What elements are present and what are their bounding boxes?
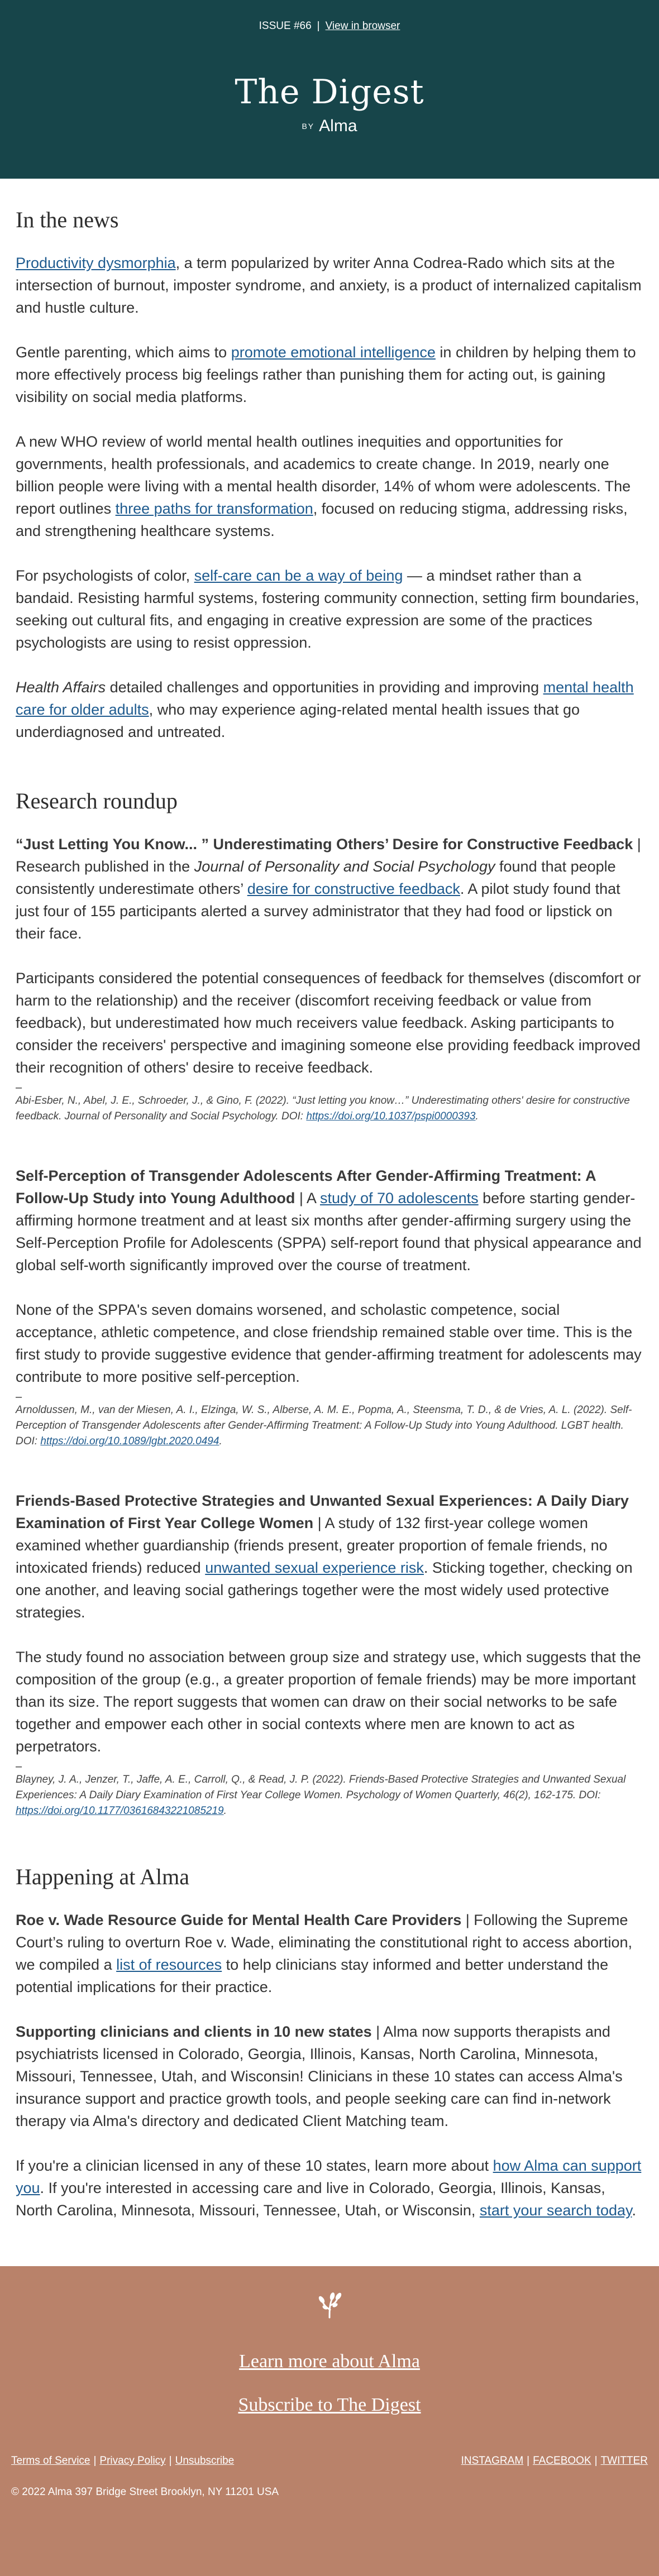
alma-support-link[interactable]: how Alma can support you <box>16 2157 642 2196</box>
alma-item-1: Roe v. Wade Resource Guide for Mental Health Care Providers | Following the Supreme Court’s ruling to overturn Roe v. Wade, eliminating the constitutional right to access abortion, we compiled a list of resources to help clinicians stay informed and better understand the potential implications for their practice. <box>16 1912 633 1995</box>
start-search-link[interactable]: start your search today <box>479 2202 632 2219</box>
alma-item-2: Supporting clinicians and clients in 10 new states | Alma now supports therapists and psychiatrists licensed in Colorado, Georgia, Illinois, Kansas, North Carolina, Minnesota, Missouri, Tennessee, Utah, and Wisconsin! Clinicians in these 10 states can access Alma's insurance support and practice growth tools, and people seeking care can find in-network therapy via Alma's directory and dedicated Client Matching team. <box>16 2023 623 2129</box>
alma-section-title: Happening at Alma <box>16 1864 190 1889</box>
company-address: © 2022 Alma 397 Bridge Street Brooklyn, NY 11201 USA <box>11 2486 279 2498</box>
issue-separator: | <box>317 20 320 32</box>
seventy-adolescents-link[interactable]: study of 70 adolescents <box>319 1190 479 1206</box>
older-adults-link[interactable]: mental health care for older adults <box>16 679 634 718</box>
citation-3: Blayney, J. A., Jenzer, T., Jaffe, A. E., Carroll, Q., & Read, J. P. (2022). Friends-Based Protective Strategies and Unwanted Sexual Experiences: A Daily Diary Examination of First Year College Women. Psychology of Women Quarterly, 46(2), 162-175. DOI: https://doi.org/10.1177/03616843221085219. <box>16 1774 626 1817</box>
legal-row <box>0 2455 659 2467</box>
research-item-2-detail: None of the SPPA's seven domains worsened, and scholastic competence, social acceptance, athletic competence, and close friendship remained stable over time. This is the first study to provide suggestive evidence that gender-affirming treatment for adolescents may contribute to more positive self-perception. <box>16 1301 642 1385</box>
alma-sprig-icon <box>313 2288 346 2322</box>
doi-link-1[interactable]: https://doi.org/10.1037/pspi0000393 <box>306 1110 476 1122</box>
email-content <box>0 179 659 2221</box>
news-item-4: For psychologists of color, self-care can be a way of being — a mindset rather than a bandaid. Resisting harmful systems, fostering community connection, setting firm boundaries, seeking out cultural fits, and engaging in creative expression are some of the practices psychologists are using to resist oppression. <box>16 567 639 651</box>
alma-item-3: If you're a clinician licensed in any of these 10 states, learn more about how Alma can support you. If you're interested in accessing care and live in Colorado, Georgia, Illinois, Kansas, North Carolina, Minnesota, Missouri, Tennessee, Utah, or Wisconsin, start your search today. <box>16 2157 642 2219</box>
three-paths-link[interactable]: three paths for transformation <box>115 500 313 517</box>
news-item-3: A new WHO review of world mental health outlines inequities and opportunities for governments, health professionals, and academics to create change. In 2019, nearly one billion people were living with a mental health disorder, 14% of whom were adolescents. The report outlines three paths for transformation, focused on reducing stigma, addressing risks, and strengthening healthcare systems. <box>16 433 631 539</box>
news-item-2: Gentle parenting, which aims to promote emotional intelligence in children by helping them to more effectively process big feelings rather than punishing them for acting out, is gaining visibility on social media platforms. <box>16 344 636 405</box>
research-section <box>16 788 643 1819</box>
citation-2: Arnoldussen, M., van der Miesen, A. I., Elzinga, W. S., Alberse, A. M. E., Popma, A., Steensma, T. D., & de Vries, A. L. (2022). Self-Perception of Transgender Adolescents after Gender-Affirming Treatment: A Follow-Up Study into Young Adulthood. LGBT health. DOI: https://doi.org/10.1089/lgbt.2020.0494. <box>16 1404 632 1447</box>
list-of-resources-link[interactable]: list of resources <box>116 1956 222 1973</box>
research-item-3: Friends-Based Protective Strategies and Unwanted Sexual Experiences: A Daily Diary Examination of First Year College Women | A study of 132 first-year college women examined whether guardianship (friends present, greater proportion of female friends, no intoxicated friends) reduced unwanted sexual experience risk. Sticking together, checking on one another, and leaving social gatherings together were the most widely used protective strategies. <box>16 1492 633 1621</box>
social-links: INSTAGRAM | FACEBOOK | TWITTER <box>461 2455 648 2467</box>
research-section-title: Research roundup <box>16 788 178 813</box>
news-item-1: Productivity dysmorphia, a term popularized by writer Anna Codrea-Rado which sits at the intersection of burnout, imposter syndrome, and anxiety, is a product of internalized capitalism and hustle culture. <box>16 255 642 316</box>
legal-links: Terms of Service | Privacy Policy | Unsubscribe <box>11 2455 235 2467</box>
citation-dash: – <box>16 1391 22 1403</box>
citation-1: Abi-Esber, N., Abel, J. E., Schroeder, J., & Gino, F. (2022). “Just letting you know…” Underestimating others' desire for constructive feedback. Journal of Personality and Social Psychology. DOI: https://doi.org/10.1037/pspi0000393. <box>16 1095 630 1122</box>
instagram-link[interactable]: INSTAGRAM <box>461 2455 524 2467</box>
facebook-link[interactable]: FACEBOOK <box>533 2455 591 2467</box>
news-section <box>16 207 643 743</box>
by-alma-logo <box>0 116 659 136</box>
emotional-intelligence-link[interactable]: promote emotional intelligence <box>231 344 436 361</box>
learn-more-link[interactable]: Learn more about Alma <box>239 2351 420 2372</box>
view-in-browser-link[interactable]: View in browser <box>325 20 400 32</box>
by-label: BY <box>302 122 315 131</box>
research-item-2: Self-Perception of Transgender Adolescents After Gender-Affirming Treatment: A Follow-Up Study into Young Adulthood | A study of 70 adolescents before starting gender-affirming hormone treatment and at least six months after gender-affirming surgery using the Self-Perception Profile for Adolescents (SPPA) self-report found that physical appearance and global self-worth significantly improved over the course of treatment. <box>16 1167 642 1273</box>
email-footer <box>0 2266 659 2576</box>
research-item-1: “Just Letting You Know... ” Underestimating Others’ Desire for Constructive Feedback | Research published in the Journal of Personality and Social Psychology found that people consistently underestimate others’ desire for constructive feedback. A pilot study found that just four of 155 participants alerted a survey administrator that they had food or lipstick on their face. <box>16 836 641 942</box>
email-header <box>0 0 659 179</box>
privacy-link[interactable]: Privacy Policy <box>99 2455 166 2467</box>
constructive-feedback-link[interactable]: desire for constructive feedback <box>247 880 460 897</box>
citation-dash: – <box>16 1760 22 1773</box>
alma-logo-text: Alma <box>319 117 357 136</box>
issue-number: ISSUE #66 <box>259 20 312 32</box>
self-care-link[interactable]: self-care can be a way of being <box>194 567 403 584</box>
citation-dash: – <box>16 1081 22 1094</box>
news-section-title: In the news <box>16 207 119 232</box>
issue-line <box>0 0 659 32</box>
unwanted-experience-link[interactable]: unwanted sexual experience risk <box>205 1559 424 1576</box>
doi-link-3[interactable]: https://doi.org/10.1177/03616843221085219 <box>16 1805 224 1817</box>
digest-title: The Digest <box>235 73 424 112</box>
alma-section <box>16 1864 643 2221</box>
research-item-3-detail: The study found no association between group size and strategy use, which suggests that the composition of the group (e.g., a greater proportion of female friends) may be more important than its size. The report suggests that women can draw on their social networks to be safe together and empower each other in social contexts where men are known to act as perpetrators. <box>16 1649 641 1755</box>
news-item-5: Health Affairs detailed challenges and opportunities in providing and improving mental health care for older adults, who may experience aging-related mental health issues that go underdiagnosed and untreated. <box>16 679 634 740</box>
twitter-link[interactable]: TWITTER <box>600 2455 648 2467</box>
subscribe-link[interactable]: Subscribe to The Digest <box>238 2395 421 2415</box>
doi-link-2[interactable]: https://doi.org/10.1089/lgbt.2020.0494 <box>40 1435 219 1447</box>
research-item-1-detail: Participants considered the potential consequences of feedback for themselves (discomfort or harm to the relationship) and the receiver (discomfort receiving feedback or value from feedback), but underestimated how much receivers value feedback. Asking participants to consider the receivers' perspective and imagining someone else providing feedback improved their recognition of others' desire to receive feedback. <box>16 970 641 1076</box>
terms-link[interactable]: Terms of Service <box>11 2455 90 2467</box>
productivity-dysmorphia-link[interactable]: Productivity dysmorphia <box>16 255 176 271</box>
unsubscribe-link[interactable]: Unsubscribe <box>175 2455 235 2467</box>
